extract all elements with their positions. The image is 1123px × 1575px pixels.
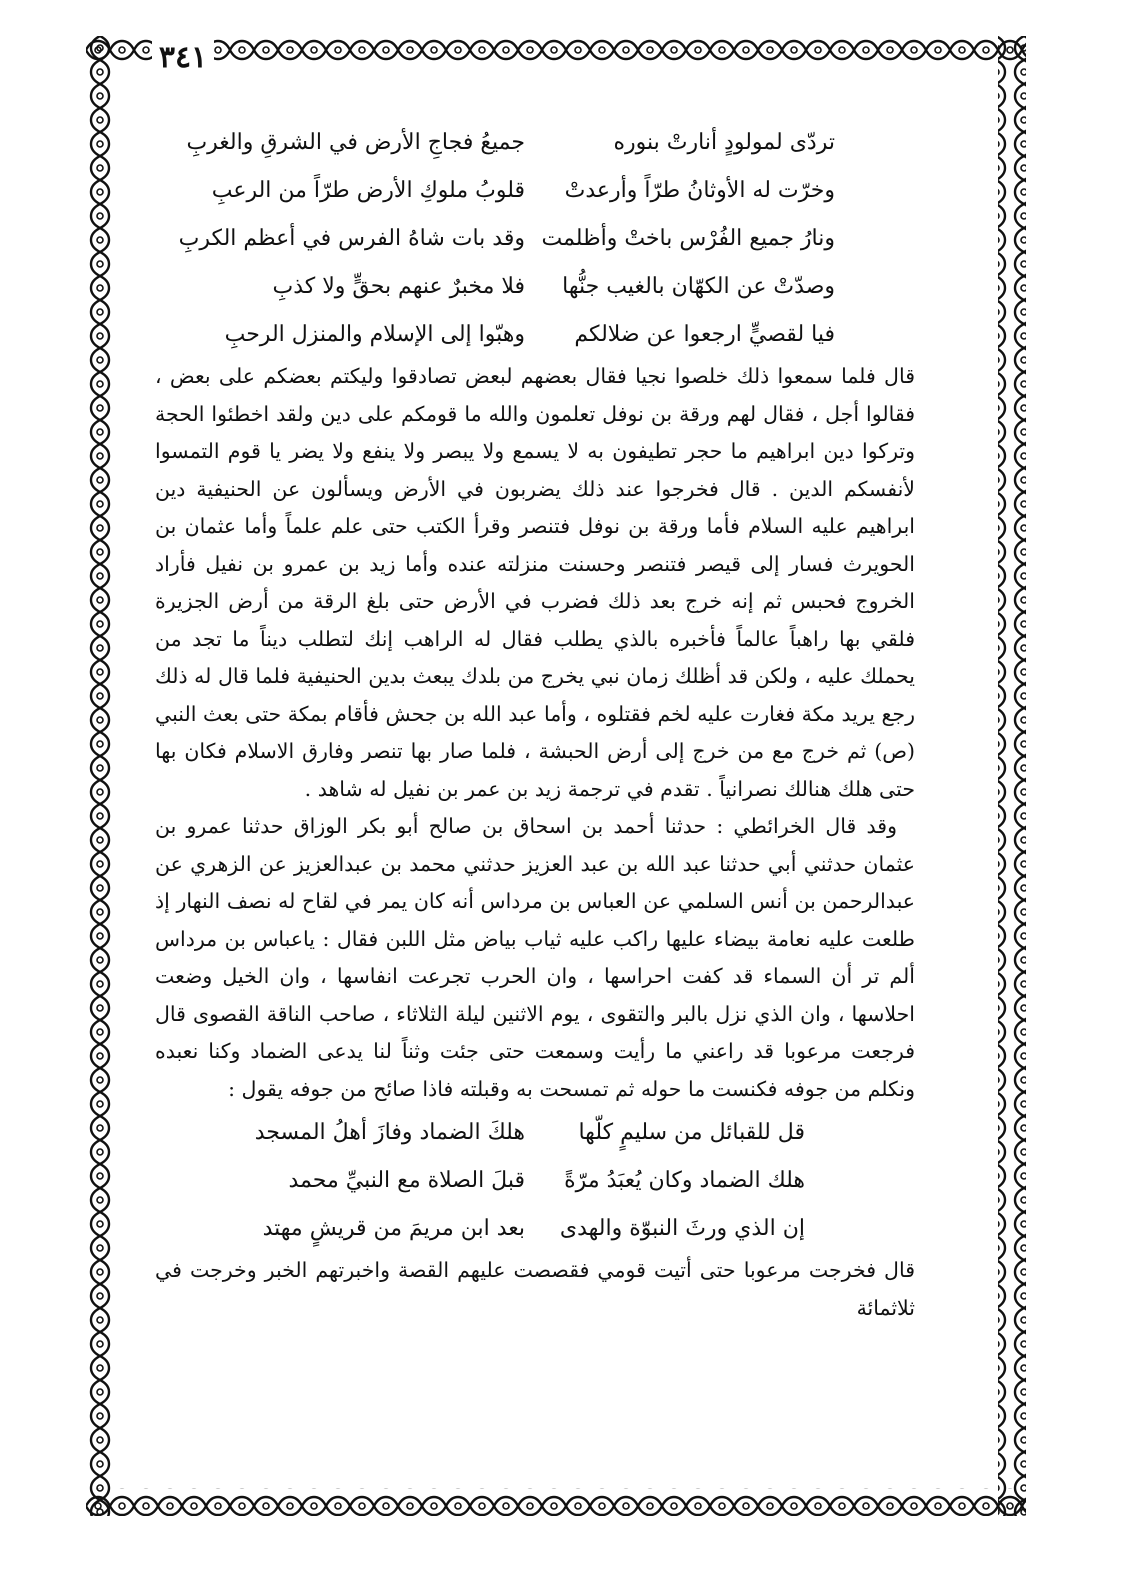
verse-first-hemistich: إن الذي ورثَ النبوّة والهدى xyxy=(559,1215,805,1241)
paragraph-narrative: قال فلما سمعوا ذلك خلصوا نجيا فقال بعضهم لبعض تصادقوا وليكتم بعضكم على بعض ، فقالوا أجل ، فقال لهم ورقة بن نوفل تعلمون والله ما قومكم على دين ولقد اخطئوا الحجة وتركوا دين ابراهيم ما حجر تطيفون به لا يسمع ولا يبصر ولا ينفع ولا يضر يا قوم التمسوا لأنفسكم الدين . قال فخرجوا عند ذلك يضربون في الأرض ويسألون عن الحنيفية دين ابراهيم عليه السلام فأما ورقة بن نوفل فتنصر وقرأ الكتب حتى علم علماً وأما عثمان بن الحويرث فسار إلى قيصر فتنصر وحسنت منزلته عنده وأما زيد بن عمرو بن نفيل فأراد الخروج فحبس ثم إنه خرج بعد ذلك فضرب في الأرض حتى بلغ الرقة من أرض الجزيرة فلقي بها راهباً عالماً فأخبره بالذي يطلب فقال له الراهب إنك لتطلب ديناً ما تجد من يحملك عليه ، ولكن قد أظلك زمان نبي يخرج من بلدك يبعث بدين الحنيفية فلما قال له ذلك رجع يريد مكة فغارت عليه لخم فقتلوه ، وأما عبد الله بن جحش فأقام بمكة حتى بعث النبي (ص) ثم خرج مع من خرج إلى أرض الحبشة ، فلما صار بها تنصر وفارق الاسلام فكان بها حتى هلك هنالك نصرانياً . تقدم في ترجمة زيد بن عمر بن نفيل له شاهد . xyxy=(155,364,915,801)
verse-first-hemistich: وصدّتْ عن الكهّان بالغيب جنُّها xyxy=(562,273,835,299)
verse-second-hemistich: وقد بات شاهُ الفرس في أعظم الكربِ xyxy=(178,225,525,251)
verse-second-hemistich: قلوبُ ملوكِ الأرض طرّاً من الرعبِ xyxy=(211,177,525,203)
verse-row xyxy=(186,118,835,166)
paragraph-kharaiti-report: وقد قال الخرائطي : حدثنا أحمد بن اسحاق بن صالح أبو بكر الوزاق حدثنا عمرو بن عثمان حدثني أبي حدثنا عبد الله بن عبد العزيز حدثني محمد بن عبدالعزيز عن الزهري عن عبدالرحمن بن أنس السلمي عن العباس بن مرداس أنه كان يمر في لقاح له نصف النهار إذ طلعت عليه نعامة بيضاء عليها راكب عليه ثياب بياض مثل اللبن فقال : ياعباس بن مرداس ألم تر أن السماء قد كفت احراسها ، وان الحرب تجرعت انفاسها ، وان الخيل وضعت احلاسها ، وان الذي نزل بالبر والتقوى ، يوم الاثنين ليلة الثلاثاء ، صاحب الناقة القصوى قال فرجعت مرعوبا قد راعني ما رأيت وسمعت حتى جئت وثناً لنا يدعى الضماد وكنا نعبده ونكلم من جوفه فكنست ما حوله ثم تمسحت به وقبلته فاذا صائح من جوفه يقول : xyxy=(155,814,915,1101)
verse-row xyxy=(265,1156,805,1204)
verse-row xyxy=(262,1204,805,1252)
verse-first-hemistich: تردّى لمولودٍ أنارتْ بنوره xyxy=(613,129,835,155)
paragraph-continuation: قال فخرجت مرعوبا حتى أتيت قومي فقصصت عليهم القصة واخبرتهم الخبر وخرجت في ثلاثمائة xyxy=(155,1258,915,1320)
verse-first-hemistich: هلك الضماد وكان يُعبَدُ مرّةً xyxy=(564,1167,805,1193)
verse-second-hemistich: وهبّوا إلى الإسلام والمنزل الرحبِ xyxy=(224,321,525,347)
verse-row xyxy=(224,310,835,358)
poem-top xyxy=(178,118,835,358)
verse-second-hemistich: جميعُ فجاجِ الأرض في الشرقِ والغربِ xyxy=(186,129,525,155)
verse-first-hemistich: فيا لقصيٍّ ارجعوا عن ضلالكم xyxy=(574,321,835,347)
poem-bottom xyxy=(254,1108,805,1252)
verse-second-hemistich: فلا مخبرٌ عنهم بحقٍّ ولا كذبِ xyxy=(272,273,525,299)
body-text xyxy=(155,358,915,1108)
verse-first-hemistich: وخرّت له الأوثانُ طرّاً وأرعدتْ xyxy=(564,177,835,203)
verse-row xyxy=(211,166,835,214)
verse-second-hemistich: هلكَ الضماد وفازَ أهلُ المسجد xyxy=(254,1119,525,1145)
page-number: ٣٤١ xyxy=(152,38,214,78)
verse-second-hemistich: قبلَ الصلاة مع النبيِّ محمد xyxy=(288,1167,525,1193)
verse-row xyxy=(178,214,835,262)
body-text-end xyxy=(155,1252,915,1327)
verse-second-hemistich: بعد ابن مريمَ من قريشٍ مهتد xyxy=(262,1215,525,1241)
verse-first-hemistich: قل للقبائل من سليمٍ كلّها xyxy=(578,1119,805,1145)
verse-first-hemistich: ونارُ جميع الفُرْس باختْ وأظلمت xyxy=(541,225,835,251)
page-content xyxy=(155,118,915,1508)
verse-row xyxy=(254,1108,805,1156)
verse-row xyxy=(235,262,835,310)
